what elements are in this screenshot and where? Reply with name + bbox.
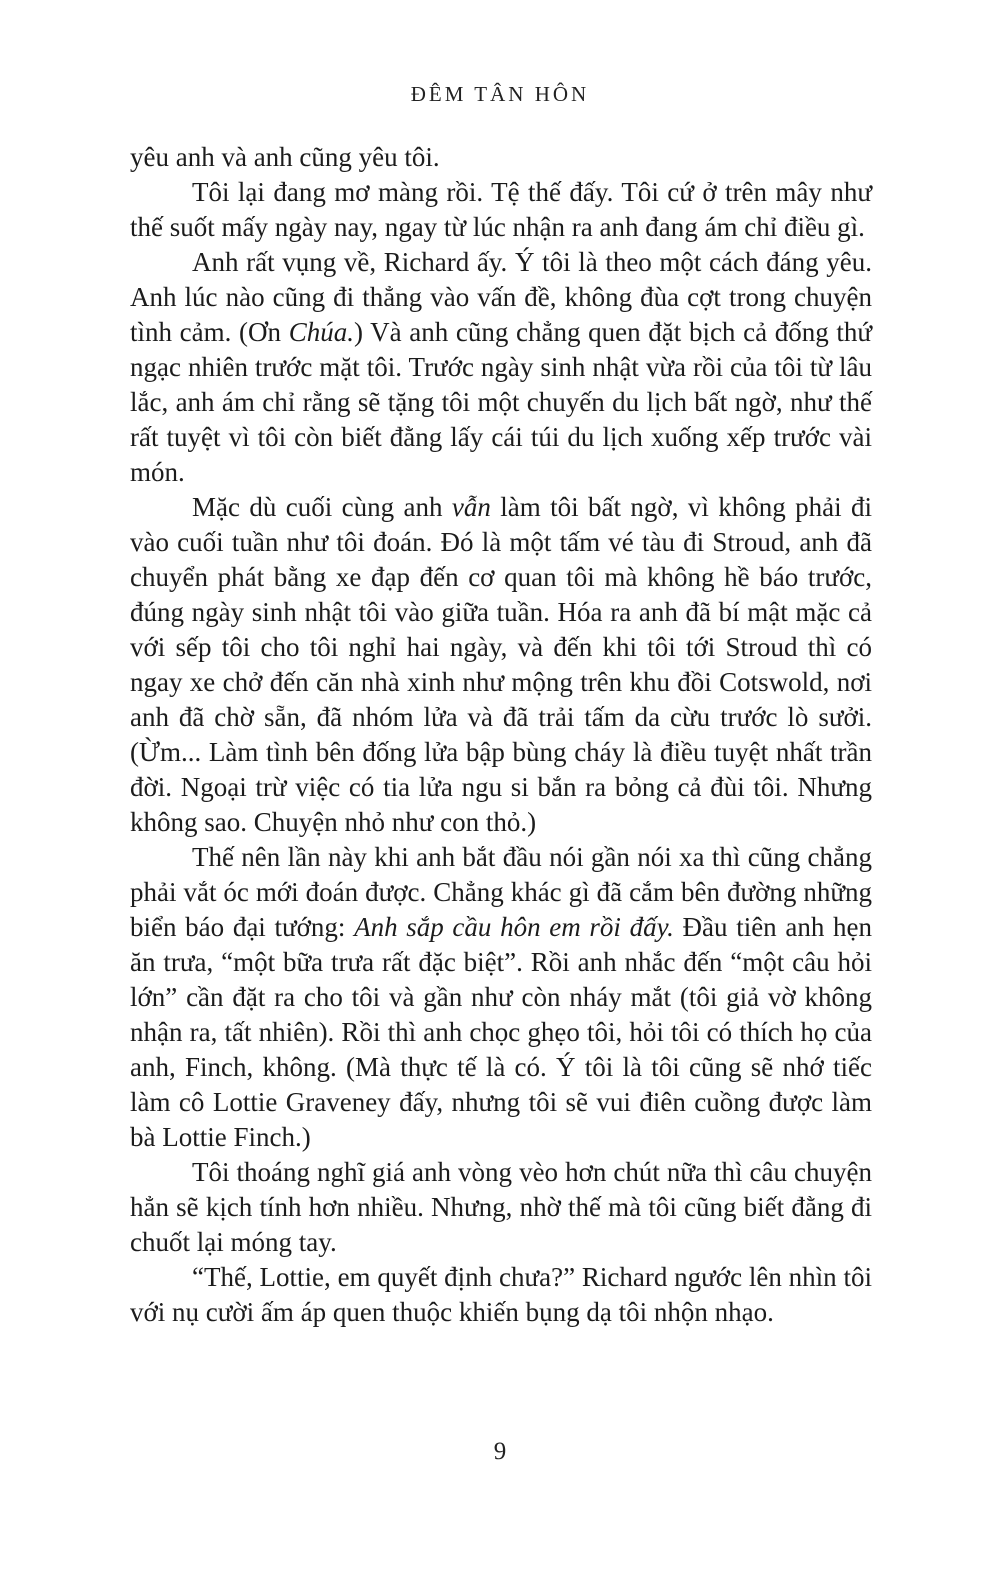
- paragraph-4: [130, 490, 872, 840]
- text-run: Tôi thoáng nghĩ giá anh vòng vèo hơn chút nữa thì câu chuyện hẳn sẽ kịch tính hơn nhiều. Nhưng, nhờ thế mà tôi cũng biết đằng đi chuốt lại móng tay.: [130, 1157, 872, 1257]
- text-run-italic: vẫn: [451, 492, 491, 522]
- paragraph-5: [130, 840, 872, 1155]
- text-run: Tôi lại đang mơ màng rồi. Tệ thế đấy. Tôi cứ ở trên mây như thế suốt mấy ngày nay, ngay từ lúc nhận ra anh đang ám chỉ điều gì.: [130, 177, 872, 242]
- text-run: Đầu tiên anh hẹn ăn trưa, “một bữa trưa rất đặc biệt”. Rồi anh nhắc đến “một câu hỏi lớn” cần đặt ra cho tôi và gần như còn nháy mắt (tôi giả vờ không nhận ra, tất nhiên). Rồi thì anh chọc ghẹo tôi, hỏi tôi có thích họ của anh, Finch, không. (Mà thực tế là có. Ý tôi là tôi cũng sẽ nhớ tiếc làm cô Lottie Graveney đấy, nhưng tôi sẽ vui điên cuồng được làm bà Lottie Finch.): [130, 912, 872, 1152]
- paragraph-2: [130, 175, 872, 245]
- text-run: yêu anh và anh cũng yêu tôi.: [130, 142, 440, 172]
- text-run: Thế nên lần này khi anh bắt đầu nói gần nói xa thì cũng chẳng phải vắt óc mới đoán được. Chẳng khác gì đã cắm bên đường những biển báo đại tướng:: [130, 842, 872, 942]
- text-run: làm tôi bất ngờ, vì không phải đi vào cuối tuần như tôi đoán. Đó là một tấm vé tàu đi Stroud, anh đã chuyển phát bằng xe đạp đến cơ quan tôi mà không hề báo trước, đúng ngày sinh nhật tôi vào giữa tuần. Hóa ra anh đã bí mật mặc cả với sếp tôi cho tôi nghỉ hai ngày, và đến khi tôi tới Stroud thì có ngay xe chở đến căn nhà xinh như mộng trên khu đồi Cotswold, nơi anh đã chờ sẵn, đã nhóm lửa và đã trải tấm da cừu trước lò sưởi. (Ừm... Làm tình bên đống lửa bập bùng cháy là điều tuyệt nhất trần đời. Ngoại trừ việc có tia lửa ngu si bắn ra bỏng cả đùi tôi. Nhưng không sao. Chuyện nhỏ như con thỏ.): [130, 492, 872, 837]
- body-text: [130, 140, 872, 1330]
- text-run: “Thế, Lottie, em quyết định chưa?” Richard ngước lên nhìn tôi với nụ cười ấm áp quen thuộc khiến bụng dạ tôi nhộn nhạo.: [130, 1262, 872, 1327]
- paragraph-6: [130, 1155, 872, 1260]
- text-run-italic: Anh sắp cầu hôn em rồi đấy.: [354, 912, 674, 942]
- paragraph-7: [130, 1260, 872, 1330]
- page-number: 9: [493, 1438, 507, 1465]
- paragraph-1: [130, 140, 872, 175]
- paragraph-3: [130, 245, 872, 490]
- text-run: Mặc dù cuối cùng anh: [192, 492, 452, 522]
- text-run-italic: Chúa.: [288, 317, 354, 347]
- text-run: Anh rất vụng về, Richard ấy. Ý tôi là theo một cách đáng yêu. Anh lúc nào cũng đi thẳng vào vấn đề, không đùa cợt trong chuyện tình cảm. (Ơn: [130, 247, 872, 347]
- text-run: ) Và anh cũng chẳng quen đặt bịch cả đống thứ ngạc nhiên trước mặt tôi. Trước ngày sinh nhật vừa rồi của tôi từ lâu lắc, anh ám chỉ rằng sẽ tặng tôi một chuyến du lịch bất ngờ, như thế rất tuyệt vì tôi còn biết đằng lấy cái túi du lịch xuống xếp trước vài món.: [130, 317, 872, 487]
- running-header: ĐÊM TÂN HÔN: [410, 82, 590, 106]
